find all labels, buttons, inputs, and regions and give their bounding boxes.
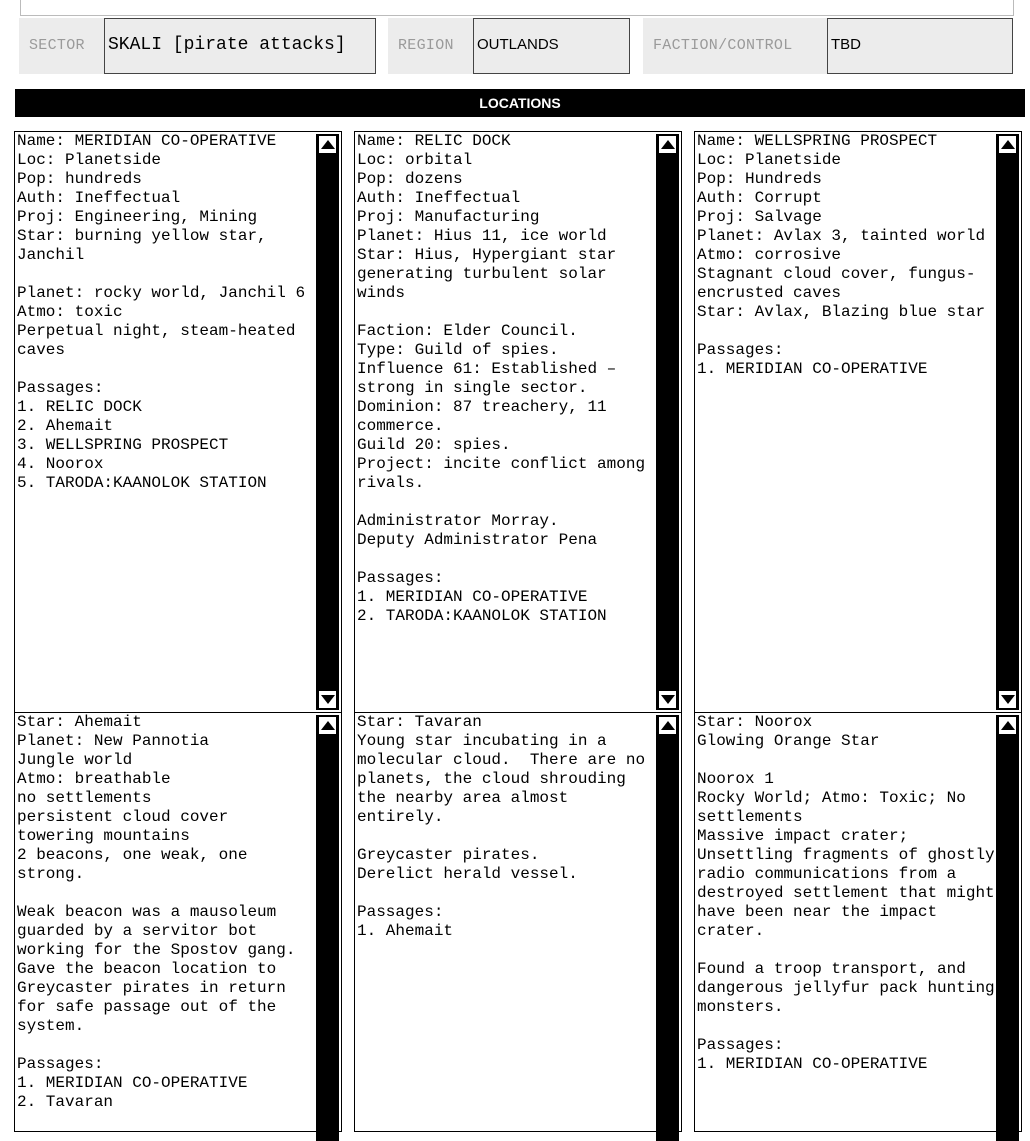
location-text[interactable]: Star: Noorox Glowing Orange Star Noorox 1 Rocky World; Atmo: Toxic; No settlements Massive impact crater; Unsettling fragments of ghostly radio communications from a destroyed settlement that might have been near the impact crater. Found a troop transport, and dangerous jellyfur pack hunting monsters. Passages: 1. MERIDIAN CO-OPERATIVE xyxy=(697,713,995,1073)
scroll-down-icon[interactable] xyxy=(658,690,677,709)
sector-label: SECTOR xyxy=(29,37,85,54)
region-field xyxy=(388,18,630,74)
faction-input[interactable]: TBD xyxy=(827,18,1013,74)
location-text[interactable]: Name: RELIC DOCK Loc: orbital Pop: dozens Auth: Ineffectual Proj: Manufacturing Planet: Hius 11, ice world Star: Hius, Hypergiant star generating turbulent solar winds Faction: Elder Council. Type: Guild of spies. Influence 61: Established – strong in single sector. Dominion: 87 treachery, 11 commerce. Guild 20: spies. Project: incite conflict among rivals. Administrator Morray. Deputy Administrator Pena Passages: 1. MERIDIAN CO-OPERATIVE 2. TARODA:KAANOLOK STATION xyxy=(357,132,646,625)
location-text[interactable]: Name: MERIDIAN CO-OPERATIVE Loc: Planetside Pop: hundreds Auth: Ineffectual Proj: Engineering, Mining Star: burning yellow star, Janchil Planet: rocky world, Janchil 6 Atmo: toxic Perpetual night, steam-heated caves Passages: 1. RELIC DOCK 2. Ahemait 3. WELLSPRING PROSPECT 4. Noorox 5. TARODA:KAANOLOK STATION xyxy=(17,132,306,492)
scrollbar[interactable] xyxy=(996,134,1019,710)
scroll-up-icon[interactable] xyxy=(998,716,1017,735)
location-panel-relic-dock[interactable] xyxy=(354,131,682,713)
scrollbar[interactable] xyxy=(316,715,339,1141)
location-panel-meridian[interactable] xyxy=(14,131,342,713)
scroll-down-icon[interactable] xyxy=(318,690,337,709)
sector-input[interactable]: SKALI [pirate attacks] xyxy=(104,18,376,74)
sector-field xyxy=(19,18,375,74)
scroll-up-icon[interactable] xyxy=(658,135,677,154)
scroll-up-icon[interactable] xyxy=(998,135,1017,154)
location-text[interactable]: Name: WELLSPRING PROSPECT Loc: Planetside Pop: Hundreds Auth: Corrupt Proj: Salvage Planet: Avlax 3, tainted world Atmo: corrosive Stagnant cloud cover, fungus-encrusted caves Star: Avlax, Blazing blue star Passages: 1. MERIDIAN CO-OPERATIVE xyxy=(697,132,986,378)
location-panel-noorox[interactable] xyxy=(694,712,1022,1132)
faction-field xyxy=(643,18,1013,74)
faction-label: FACTION/CONTROL xyxy=(653,37,793,54)
locations-header: LOCATIONS xyxy=(15,89,1025,117)
location-text[interactable]: Star: Tavaran Young star incubating in a molecular cloud. There are no planets, the cloud shrouding the nearby area almost entirely. Greycaster pirates. Derelict herald vessel. Passages: 1. Ahemait xyxy=(357,713,646,940)
scrollbar[interactable] xyxy=(656,715,679,1141)
scroll-down-icon[interactable] xyxy=(998,690,1017,709)
location-text[interactable]: Star: Ahemait Planet: New Pannotia Jungle world Atmo: breathable no settlements persistent cloud cover towering mountains 2 beacons, one weak, one strong. Weak beacon was a mausoleum guarded by a servitor bot working for the Spostov gang. Gave the beacon location to Greycaster pirates in return for safe passage out of the system. Passages: 1. MERIDIAN CO-OPERATIVE 2. Tavaran xyxy=(17,713,296,1111)
location-panel-ahemait[interactable] xyxy=(14,712,342,1132)
scrollbar[interactable] xyxy=(316,134,339,710)
top-border xyxy=(20,0,1014,16)
scroll-up-icon[interactable] xyxy=(318,716,337,735)
scroll-up-icon[interactable] xyxy=(658,716,677,735)
scroll-up-icon[interactable] xyxy=(318,135,337,154)
location-panel-tavaran[interactable] xyxy=(354,712,682,1132)
scrollbar[interactable] xyxy=(996,715,1019,1141)
region-label: REGION xyxy=(398,37,454,54)
scrollbar[interactable] xyxy=(656,134,679,710)
region-input[interactable]: OUTLANDS xyxy=(473,18,630,74)
location-panel-wellspring[interactable] xyxy=(694,131,1022,713)
